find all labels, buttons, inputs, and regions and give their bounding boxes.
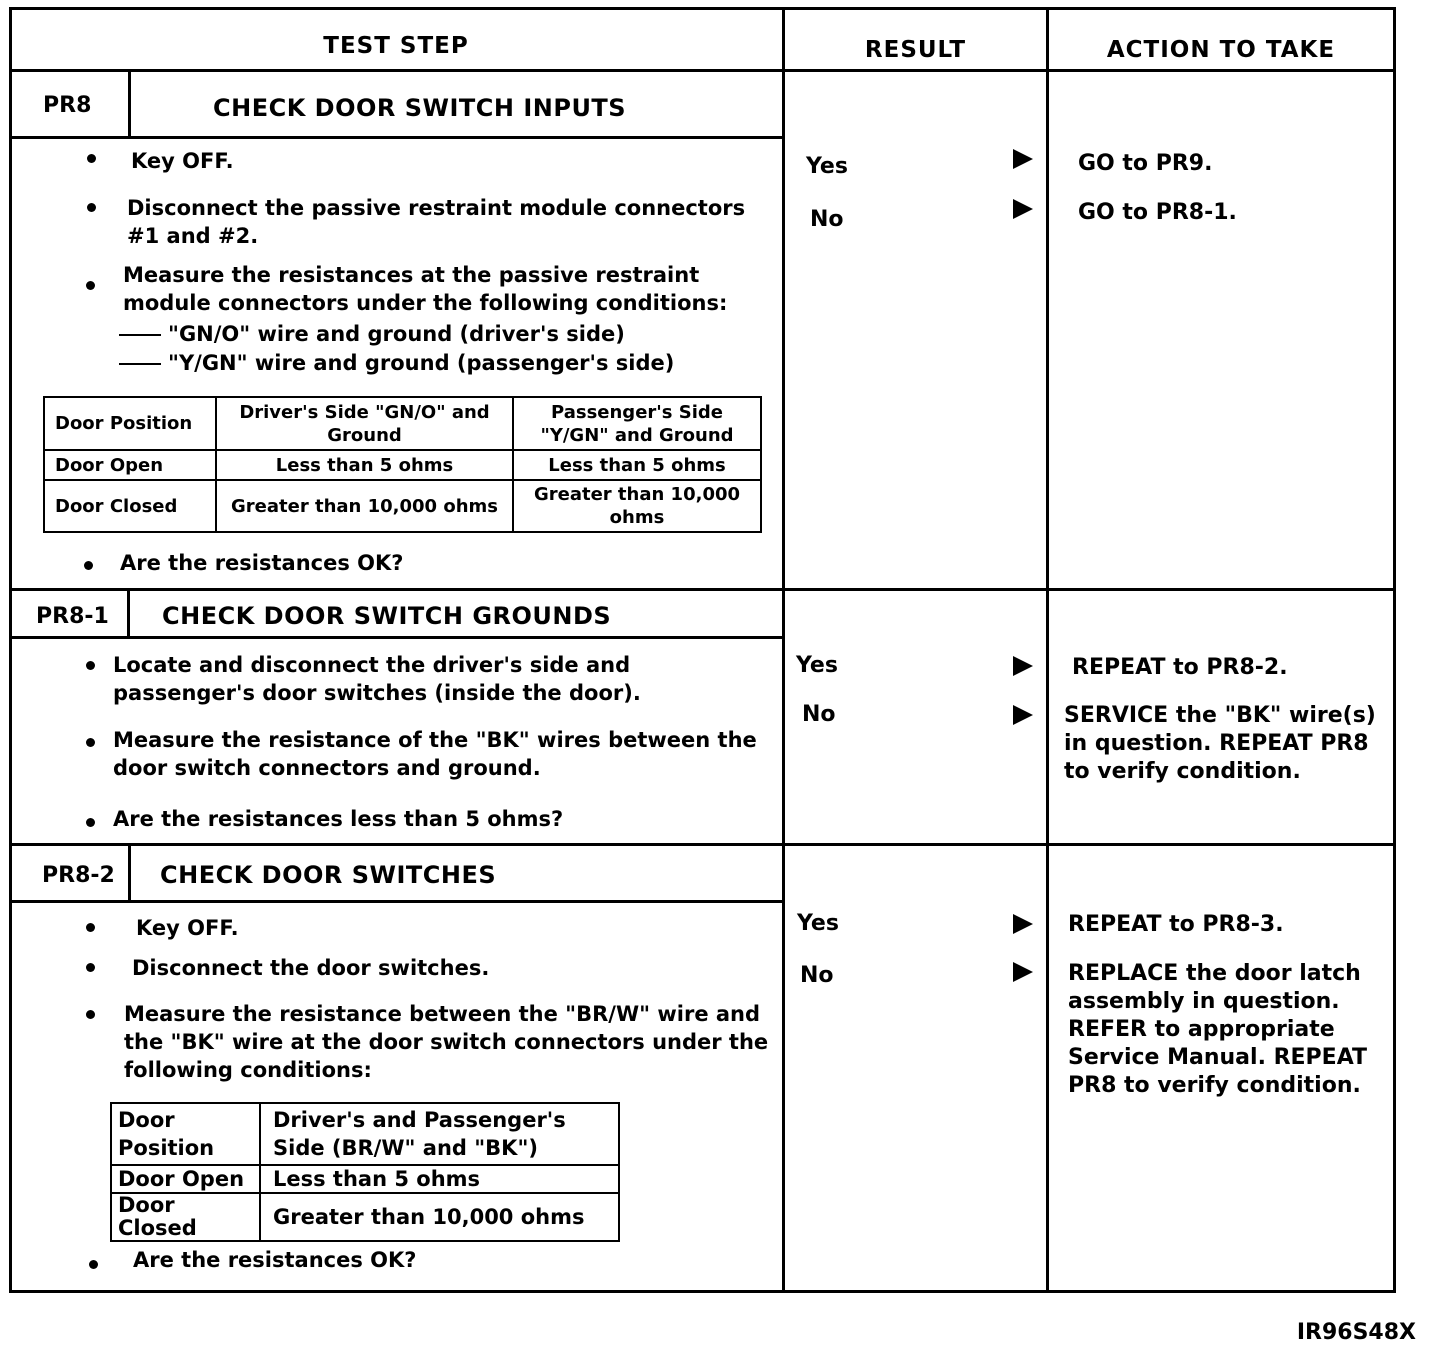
table-left-border bbox=[9, 7, 12, 1293]
dash-item: "GN/O" wire and ground (driver's side) bbox=[168, 322, 625, 346]
result-col-divider bbox=[782, 7, 785, 1293]
bullet-icon bbox=[86, 818, 95, 827]
action-text: GO to PR9. bbox=[1078, 151, 1213, 176]
bullet-icon bbox=[87, 154, 96, 163]
table-header-cell: Driver's and Passenger's Side (BR/W" and "BK") bbox=[260, 1103, 619, 1165]
action-col-divider bbox=[1046, 7, 1049, 1293]
dash-item: "Y/GN" wire and ground (passenger's side) bbox=[168, 351, 675, 375]
step-bullet: Measure the resistance of the "BK" wires between the door switch connectors and ground. bbox=[113, 728, 757, 780]
table-cell: Greater than 10,000 ohms bbox=[260, 1193, 619, 1241]
step-id: PR8-1 bbox=[36, 604, 109, 629]
table-cell: Less than 5 ohms bbox=[260, 1165, 619, 1193]
action-text: REPEAT to PR8-2. bbox=[1072, 655, 1288, 680]
action-text: SERVICE the "BK" wire(s) in question. REPEAT PR8 to verify condition. bbox=[1064, 703, 1376, 784]
row1-bottom-border bbox=[10, 588, 1396, 591]
pr8-1-title-underline bbox=[10, 636, 783, 639]
result-yes: Yes bbox=[806, 154, 848, 179]
action-text: GO to PR8-1. bbox=[1078, 200, 1237, 225]
table-header-cell: Passenger's Side "Y/GN" and Ground bbox=[513, 397, 761, 450]
step-bullet: Key OFF. bbox=[136, 916, 239, 940]
header-test-step: TEST STEP bbox=[323, 33, 469, 59]
table-bottom-border bbox=[10, 1290, 1396, 1293]
table-top-border bbox=[10, 7, 1396, 10]
action-text: REPEAT to PR8-3. bbox=[1068, 912, 1284, 937]
action-text: REPLACE the door latch assembly in question. REFER to appropriate Service Manual. REPEAT PR8 to verify condition. bbox=[1068, 961, 1368, 1098]
arrow-icon bbox=[1013, 199, 1033, 219]
arrow-icon bbox=[1013, 962, 1033, 982]
step-bullet: Key OFF. bbox=[131, 149, 234, 173]
step-id: PR8 bbox=[43, 93, 92, 118]
table-header-cell: Driver's Side "GN/O" and Ground bbox=[216, 397, 513, 450]
header-result: RESULT bbox=[864, 37, 967, 63]
table-cell: Less than 5 ohms bbox=[513, 450, 761, 480]
table-cell: Door Open bbox=[44, 450, 216, 480]
arrow-icon bbox=[1013, 656, 1033, 676]
result-no: No bbox=[800, 963, 834, 988]
result-no: No bbox=[802, 702, 836, 727]
step-question: Are the resistances OK? bbox=[120, 551, 404, 575]
pr8-2-resistance-table bbox=[110, 1102, 620, 1242]
step-question: Are the resistances OK? bbox=[133, 1248, 417, 1272]
step-id: PR8-2 bbox=[42, 863, 115, 888]
bullet-icon bbox=[87, 203, 96, 212]
table-cell: Greater than 10,000 ohms bbox=[216, 480, 513, 532]
result-yes: Yes bbox=[796, 653, 838, 678]
bullet-icon bbox=[84, 561, 93, 570]
bullet-icon bbox=[86, 738, 95, 747]
pr8-2-id-divider bbox=[128, 845, 131, 902]
step-bullet: Measure the resistances at the passive restraint module connectors under the following conditions: bbox=[123, 263, 728, 315]
table-cell: Less than 5 ohms bbox=[216, 450, 513, 480]
arrow-icon bbox=[1013, 705, 1033, 725]
step-bullet: Disconnect the door switches. bbox=[132, 956, 490, 980]
row2-bottom-border bbox=[10, 843, 1396, 846]
pr8-title-underline bbox=[10, 136, 783, 139]
table-cell: Greater than 10,000 ohms bbox=[513, 480, 761, 532]
bullet-icon bbox=[89, 1260, 98, 1269]
step-bullet: Locate and disconnect the driver's side and passenger's door switches (inside the door). bbox=[113, 653, 641, 705]
figure-id: IR96S48X bbox=[1296, 1320, 1416, 1345]
arrow-icon bbox=[1013, 914, 1033, 934]
pr8-2-title-underline bbox=[10, 900, 783, 903]
bullet-icon bbox=[86, 963, 95, 972]
pr8-id-divider bbox=[128, 70, 131, 138]
header-bottom-border bbox=[10, 69, 1396, 72]
pr8-1-id-divider bbox=[127, 590, 130, 638]
dash-icon bbox=[119, 363, 161, 365]
dash-icon bbox=[119, 334, 161, 336]
table-right-border bbox=[1393, 7, 1396, 1293]
step-title: CHECK DOOR SWITCH GROUNDS bbox=[162, 602, 612, 630]
step-bullet: Disconnect the passive restraint module connectors #1 and #2. bbox=[127, 196, 746, 248]
bullet-icon bbox=[86, 661, 95, 670]
result-yes: Yes bbox=[797, 911, 839, 936]
pr8-resistance-table bbox=[43, 396, 762, 533]
step-bullet: Measure the resistance between the "BR/W" wire and the "BK" wire at the door switch connectors under the following conditions: bbox=[124, 1002, 769, 1082]
result-no: No bbox=[810, 207, 844, 232]
table-cell: Door Closed bbox=[111, 1193, 260, 1241]
bullet-icon bbox=[86, 923, 95, 932]
header-action: ACTION TO TAKE bbox=[1106, 37, 1336, 63]
table-header-cell: Door Position bbox=[111, 1103, 260, 1165]
arrow-icon bbox=[1013, 149, 1033, 169]
step-title: CHECK DOOR SWITCH INPUTS bbox=[213, 94, 627, 122]
bullet-icon bbox=[86, 1010, 95, 1019]
table-cell: Door Closed bbox=[44, 480, 216, 532]
step-title: CHECK DOOR SWITCHES bbox=[160, 861, 497, 889]
table-header-cell: Door Position bbox=[44, 397, 216, 450]
table-cell: Door Open bbox=[111, 1165, 260, 1193]
step-question: Are the resistances less than 5 ohms? bbox=[113, 807, 564, 831]
bullet-icon bbox=[86, 281, 95, 290]
